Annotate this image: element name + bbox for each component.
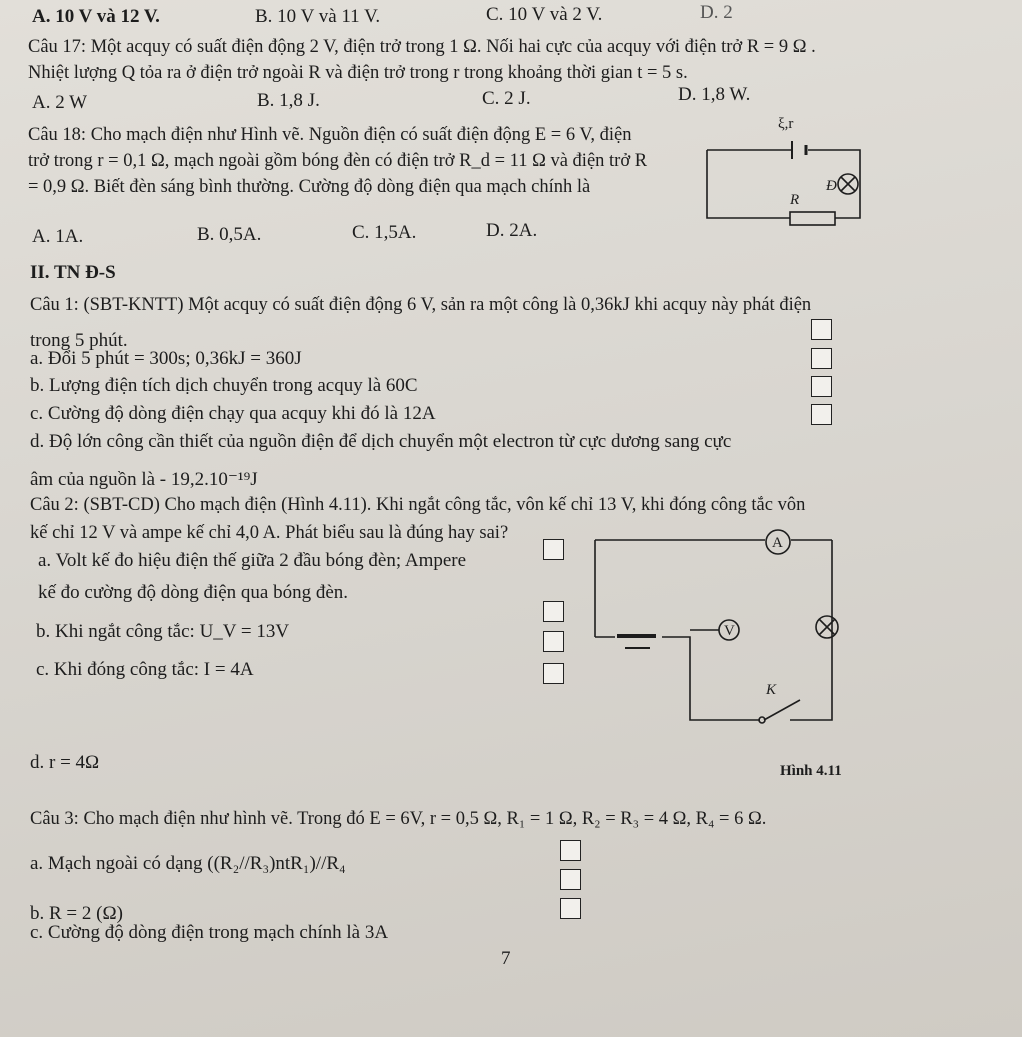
q18-line2: trở trong r = 0,1 Ω, mạch ngoài gồm bóng đèn có điện trở R_d = 11 Ω và điện trở R — [28, 151, 648, 171]
ammeter-label: A — [772, 535, 783, 551]
c2-statement-b: b. Khi ngắt công tắc: U_V = 13V — [36, 621, 290, 642]
q18-source-label: ξ,r — [778, 116, 794, 132]
c2-statement-a-line1: a. Volt kế đo hiệu điện thế giữa 2 đầu bóng đèn; Ampere — [38, 550, 467, 571]
q16-option-d: D. 2 — [700, 2, 733, 23]
c3-checkbox-b[interactable] — [560, 869, 581, 890]
figure-caption: Hình 4.11 — [780, 763, 842, 779]
q18-line1: Câu 18: Cho mạch điện như Hình vẽ. Nguồn điện có suất điện động E = 6 V, điện — [28, 125, 632, 145]
q18-option-a: A. 1A. — [32, 226, 84, 247]
c2-line2: kế chỉ 12 V và ampe kế chỉ 4,0 A. Phát biểu sau là đúng hay sai? — [30, 523, 509, 543]
voltmeter-label: V — [724, 623, 735, 639]
q17-line2: Nhiệt lượng Q tỏa ra ở điện trở ngoài R và điện trở trong r trong khoảng thời gian t = 5 s. — [28, 63, 688, 83]
q17-option-c: C. 2 J. — [482, 88, 531, 109]
c1-statement-d-line2: âm của nguồn là - 19,2.10⁻¹⁹J — [30, 469, 258, 490]
q18-resistor-label: R — [790, 192, 800, 208]
q18-option-b: B. 0,5A. — [197, 224, 262, 245]
q18-line3: = 0,9 Ω. Biết đèn sáng bình thường. Cường độ dòng điện qua mạch chính là — [28, 177, 591, 197]
c1-statement-d-line1: d. Độ lớn công cần thiết của nguồn điện để dịch chuyển một electron từ cực dương sang cực — [30, 431, 732, 452]
c1-statement-b: b. Lượng điện tích dịch chuyển trong acquy là 60C — [30, 375, 418, 396]
q16-option-b: B. 10 V và 11 V. — [255, 6, 381, 27]
c1-line2: trong 5 phút. — [30, 330, 128, 351]
q18-option-c: C. 1,5A. — [352, 222, 417, 243]
q17-option-b: B. 1,8 J. — [257, 90, 320, 111]
c1-statement-a: a. Đổi 5 phút = 300s; 0,36kJ = 360J — [30, 348, 302, 369]
q16-option-a: A. 10 V và 12 V. — [32, 6, 160, 27]
c3-statement-b: b. R = 2 (Ω) — [30, 903, 123, 924]
c2-statement-a-line2: kế đo cường độ dòng điện qua bóng đèn. — [38, 582, 349, 603]
q17-line1: Câu 17: Một acquy có suất điện động 2 V, điện trở trong 1 Ω. Nối hai cực của acquy với điện trở R = 9 Ω . — [28, 37, 816, 57]
c1-line1: Câu 1: (SBT-KNTT) Một acquy có suất điện động 6 V, sản ra một công là 0,36kJ khi acquy này phát điện — [30, 295, 812, 315]
section-heading: II. TN Đ-S — [30, 262, 116, 283]
switch-lever — [764, 700, 800, 720]
switch-label: K — [766, 682, 777, 698]
c3-line1: Câu 3: Cho mạch điện như hình vẽ. Trong đó E = 6V, r = 0,5 Ω, R₁ = 1 Ω, R₂ = R₃ = 4 Ω, R₄ = 6 Ω. — [30, 809, 767, 829]
page-number: 7 — [501, 948, 511, 969]
c2-wire-right — [790, 540, 832, 720]
c2-line1: Câu 2: (SBT-CD) Cho mạch điện (Hình 4.11). Khi ngắt công tắc, vôn kế chỉ 13 V, khi đóng công tắc vôn — [30, 495, 806, 515]
c2-wire-bottom — [662, 637, 760, 720]
c3-statement-c: c. Cường độ dòng điện trong mạch chính là 3A — [30, 922, 389, 943]
c3-statement-a: a. Mạch ngoài có dạng ((R₂//R₃)ntR₁)//R₄ — [30, 853, 346, 874]
c1-statement-c: c. Cường độ dòng điện chạy qua acquy khi đó là 12A — [30, 403, 436, 424]
c3-checkbox-c[interactable] — [560, 898, 581, 919]
q16-option-c: C. 10 V và 2 V. — [486, 4, 603, 25]
q18-option-d: D. 2A. — [486, 220, 538, 241]
c2-statement-c: c. Khi đóng công tắc: I = 4A — [36, 659, 254, 680]
q17-option-a: A. 2 W — [32, 92, 88, 113]
q18-lamp-label: Đ — [826, 178, 837, 194]
c2-statement-d: d. r = 4Ω — [30, 752, 100, 773]
c3-checkbox-a[interactable] — [560, 840, 581, 861]
q17-option-d: D. 1,8 W. — [678, 84, 751, 105]
